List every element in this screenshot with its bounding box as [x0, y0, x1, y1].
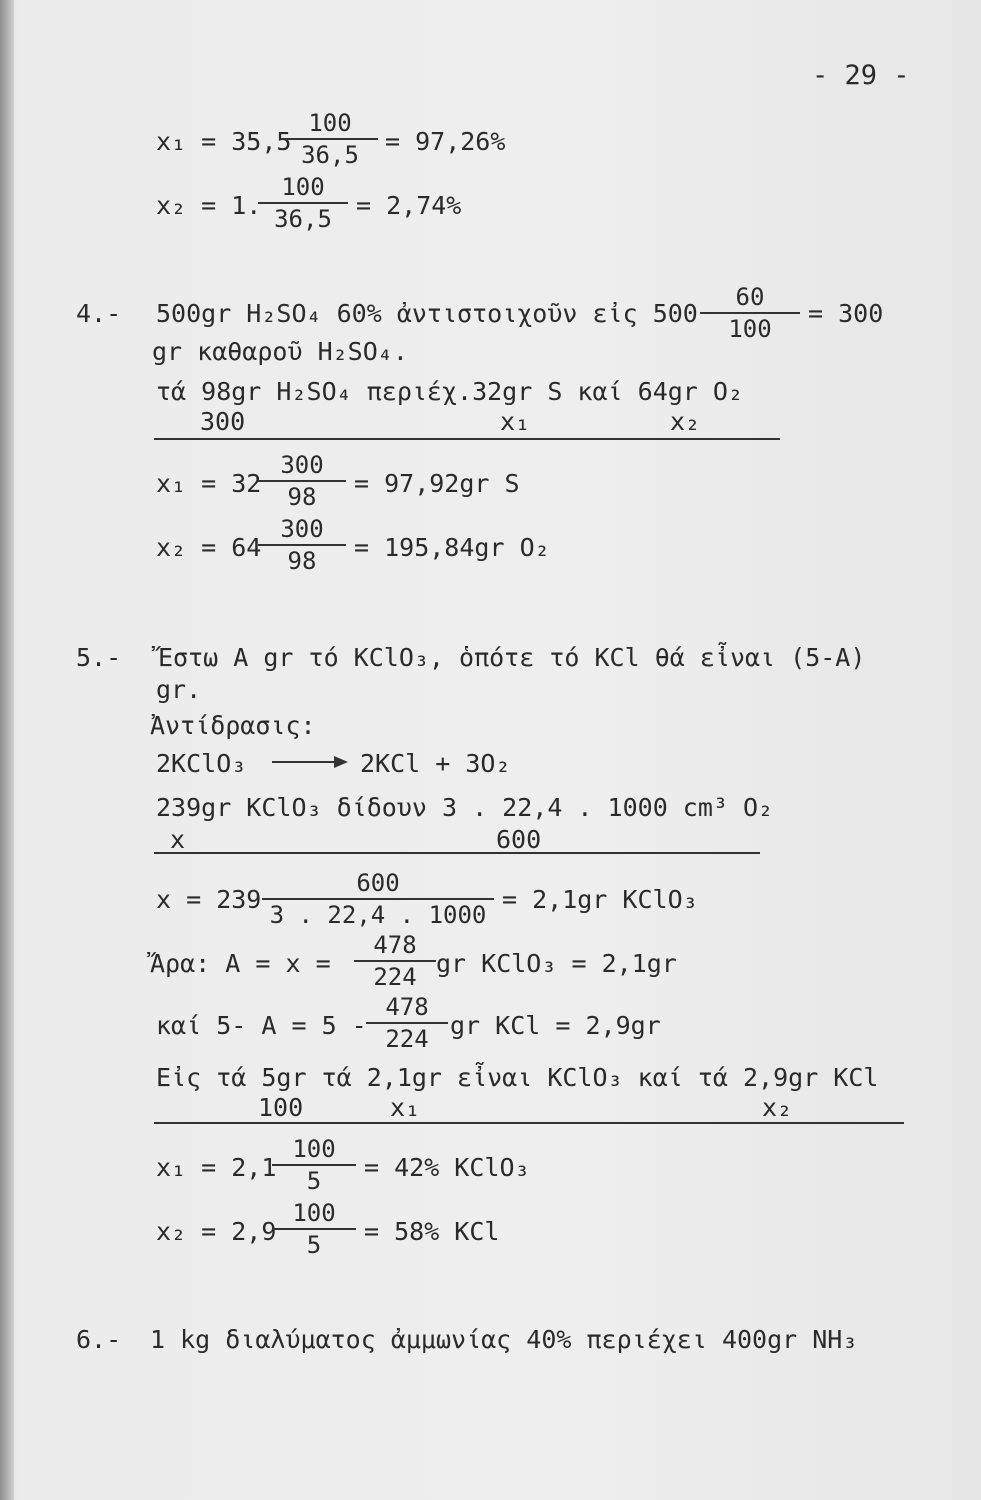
reaction-left: 2KClO₃ [156, 749, 247, 778]
s4-x2-rhs: = 195,84gr O₂ [354, 533, 550, 562]
eq-x1-lhs: x₁ = 35,5 [156, 127, 292, 156]
s5-row2-b: x₁ [390, 1093, 421, 1122]
eq-x2-lhs: x₂ = 1. [156, 191, 262, 220]
eq-x2-den: 36,5 [274, 205, 332, 233]
s5-x1-lhs: x₁ = 2,1 [156, 1153, 277, 1182]
s4-x1-rhs: = 97,92gr S [354, 469, 520, 498]
fraction-bar [354, 960, 436, 962]
eq-x1-rhs: = 97,26% [385, 127, 506, 156]
s5-eq-x-rhs: = 2,1gr KClO₃ [502, 885, 698, 914]
fraction-bar [700, 312, 800, 314]
reaction-arrow-icon [272, 754, 348, 770]
s4-row-a: 300 [200, 407, 246, 436]
s5-line9: Εἰς τά 5gr τά 2,1gr εἶναι KClO₃ καί τά 2,9gr KCl [156, 1063, 879, 1092]
page-number: - 29 - [812, 60, 910, 91]
s5-eq-b-lhs: καί 5- A = 5 - [156, 1011, 367, 1040]
reaction-right: 2KCl + 3O₂ [360, 749, 511, 778]
s5-row-b: 600 [496, 825, 542, 854]
s5-line2: gr. [156, 675, 202, 704]
s5-eq-x-lhs: x = 239 [156, 885, 262, 914]
s5-x1-num: 100 [292, 1135, 336, 1163]
fraction-bar [262, 898, 494, 900]
section-5-label: 5.- [76, 643, 122, 672]
eq-x2-rhs: = 2,74% [356, 191, 462, 220]
s4-x1-den: 98 [287, 483, 317, 511]
s5-x1-den: 5 [306, 1167, 322, 1195]
s4-line3: τά 98gr H₂SO₄ περιέχ.32gr S καί 64gr O₂ [156, 377, 743, 406]
fraction-bar [282, 138, 378, 140]
s5-x2-den: 5 [306, 1231, 322, 1259]
section-4-label: 4.- [76, 299, 122, 328]
s5-eq-a-lhs: Ἄρα: A = x = [150, 949, 331, 978]
s5-line5: 239gr KClO₃ δίδουν 3 . 22,4 . 1000 cm³ O₂ [156, 793, 774, 822]
s4-line2: gr καθαροῦ H₂SO₄. [152, 337, 408, 366]
eq-x1-den: 36,5 [301, 141, 359, 169]
s5-eq-b-rhs: gr KCl = 2,9gr [450, 1011, 661, 1040]
s5-row2-a: 100 [258, 1093, 304, 1122]
proportion-rule [154, 852, 760, 854]
proportion-rule [154, 438, 780, 440]
fraction-bar [258, 480, 346, 482]
s5-row2-c: x₂ [762, 1093, 793, 1122]
eq-x1-num: 100 [308, 109, 352, 137]
eq-x2-num: 100 [281, 173, 325, 201]
s5-x2-lhs: x₂ = 2,9 [156, 1217, 277, 1246]
s4-line1-rhs: = 300 [808, 299, 884, 328]
s4-row-b: x₁ [500, 407, 531, 436]
s5-x2-num: 100 [292, 1199, 336, 1227]
s5-row-a: x [170, 825, 186, 854]
page-edge-shadow [0, 0, 14, 1500]
s4-line1-den: 100 [728, 315, 772, 343]
s5-line1: Ἔστω A gr τό KClO₃, ὁπότε τό KCl θά εἶναι (5-A) [158, 643, 866, 672]
s5-eq-b-num: 478 [385, 993, 429, 1021]
section-6-label: 6.- [76, 1325, 122, 1354]
s5-eq-b-den: 224 [385, 1025, 429, 1053]
s4-line1: 500gr H₂SO₄ 60% ἀντιστοιχοῦν εἰς 500 [156, 299, 698, 328]
s6-line1: 1 kg διαλύματος ἀμμωνίας 40% περιέχει 400gr NH₃ [150, 1325, 858, 1354]
s5-x1-rhs: = 42% KClO₃ [364, 1153, 530, 1182]
s5-x2-rhs: = 58% KCl [364, 1217, 500, 1246]
s4-line1-num: 60 [735, 283, 765, 311]
s4-x1-num: 300 [280, 451, 324, 479]
fraction-bar [258, 202, 348, 204]
s5-eq-a-num: 478 [373, 931, 417, 959]
fraction-bar [272, 1228, 356, 1230]
proportion-rule [154, 1122, 904, 1124]
fraction-bar [366, 1022, 448, 1024]
s4-row-c: x₂ [670, 407, 701, 436]
fraction-bar [272, 1164, 356, 1166]
fraction-bar [258, 544, 346, 546]
s5-eq-x-num: 600 [356, 869, 400, 897]
s4-x1-lhs: x₁ = 32 [156, 469, 262, 498]
s4-x2-lhs: x₂ = 64 [156, 533, 262, 562]
s4-x2-den: 98 [287, 547, 317, 575]
s5-eq-a-den: 224 [373, 963, 417, 991]
s5-line3: Ἀντίδρασις: [150, 711, 316, 740]
s5-eq-x-den: 3 . 22,4 . 1000 [269, 901, 487, 929]
s5-eq-a-rhs: gr KClO₃ = 2,1gr [436, 949, 677, 978]
s4-x2-num: 300 [280, 515, 324, 543]
